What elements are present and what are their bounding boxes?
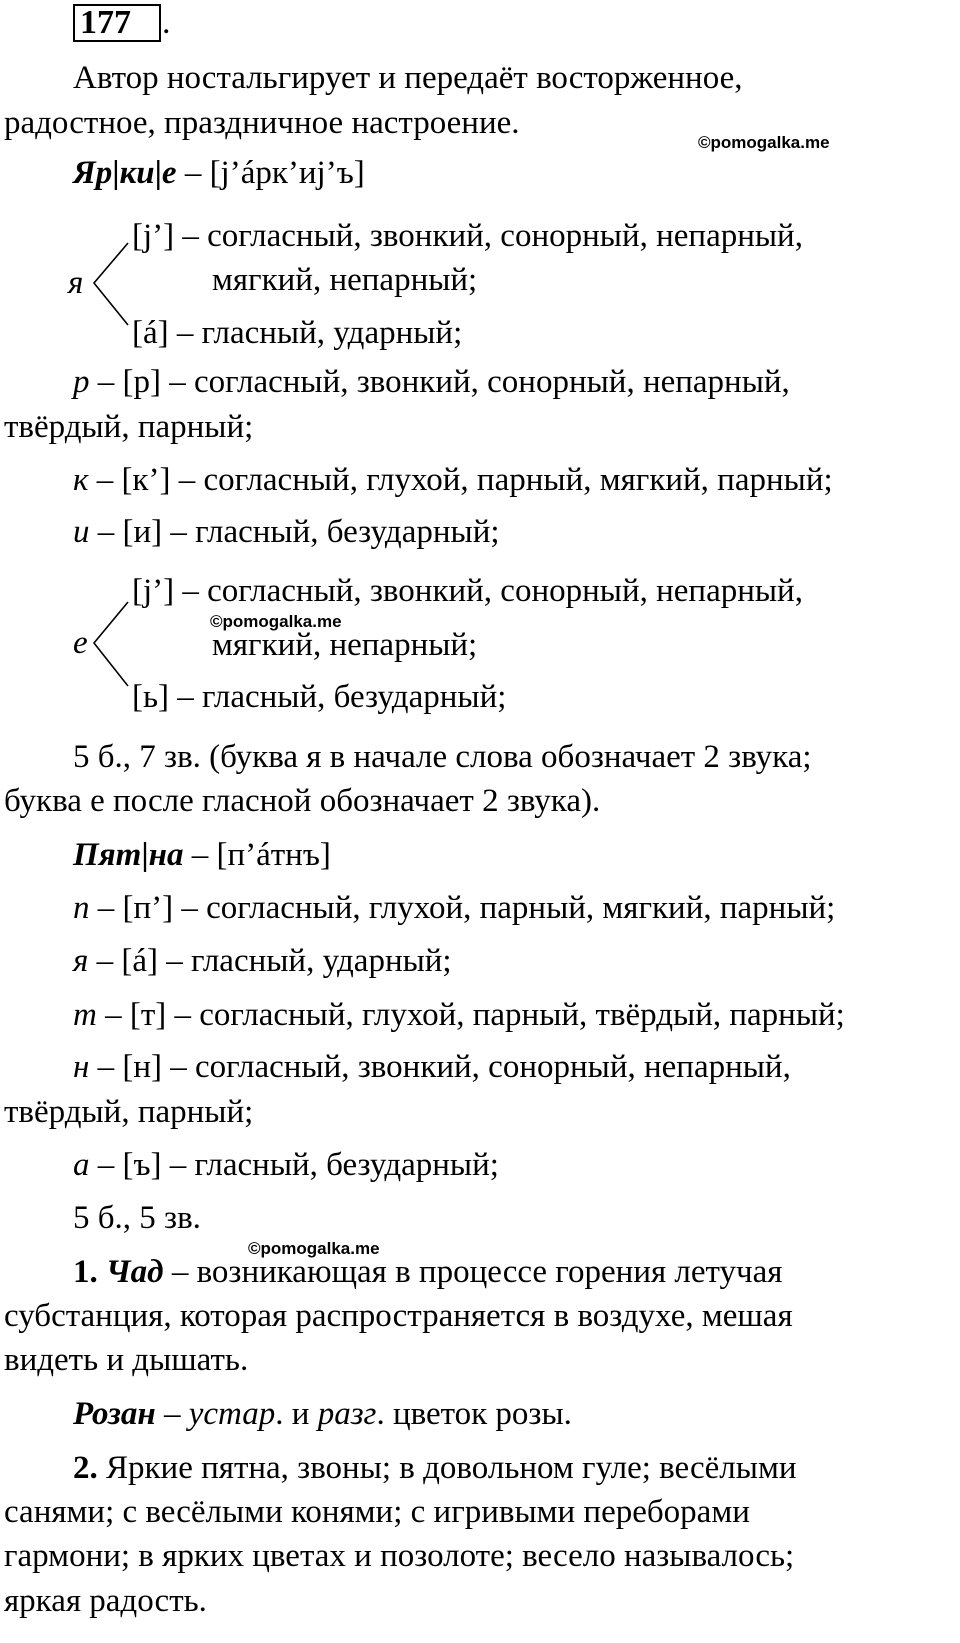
branch2-line-2: мягкий, непарный; — [212, 627, 478, 663]
letter-i: и — [73, 514, 90, 550]
exercise-number: 177 — [80, 4, 131, 41]
word2-part: на — [148, 837, 184, 873]
letter-t: т — [73, 997, 97, 1033]
task1-line-1 — [73, 1252, 782, 1292]
letter-a-text: – [ъ] – гласный, безударный; — [89, 1147, 499, 1183]
watermark: ©pomogalka.me — [248, 1239, 380, 1258]
letter-t-text: – [т] – согласный, глухой, парный, твёрдый, парный; — [96, 997, 845, 1033]
word2-heading — [73, 835, 331, 875]
word2-summary: 5 б., 5 зв. — [73, 1200, 201, 1236]
word1-part: е — [161, 155, 177, 191]
task1-line-3: видеть и дышать. — [4, 1342, 249, 1378]
task2-line-4: яркая радость. — [4, 1583, 207, 1619]
task1-def-1: – возникающая в процессе горения летучая — [163, 1254, 783, 1290]
task1-line-4 — [73, 1394, 572, 1434]
letter-p: п — [73, 890, 90, 926]
branch2-line-3: [ь] – гласный, безударный; — [132, 679, 507, 715]
task2-line-3: гармони; в ярких цветах и позолоте; весело называлось; — [4, 1538, 795, 1574]
word1-part: ки — [119, 155, 155, 191]
watermark: ©pomogalka.me — [210, 612, 342, 631]
word1-part: Яр — [73, 155, 113, 191]
word2-separator: | — [141, 837, 149, 873]
word1-separator: | — [112, 155, 120, 191]
letter-ya-line — [73, 941, 452, 981]
letter-r-text: – [р] – согласный, звонкий, сонорный, непарный, — [89, 364, 790, 400]
letter-k: к — [73, 462, 89, 498]
word2-transcription: [п’áтнъ] — [216, 837, 331, 873]
letter-a: а — [73, 1147, 90, 1183]
letter-r-line-2: твёрдый, парный; — [4, 409, 254, 445]
word1-separator: | — [154, 155, 162, 191]
task2-line-2: санями; с весёлыми конями; с игривыми переборами — [4, 1494, 750, 1530]
watermark: ©pomogalka.me — [698, 133, 830, 152]
task1-abbr-2: разг — [317, 1396, 377, 1432]
letter-ya: я — [73, 943, 89, 979]
letter-t-line — [73, 995, 845, 1035]
letter-n-line-2: твёрдый, парный; — [4, 1094, 254, 1130]
task2-text-1: Яркие пятна, звоны; в довольном гуле; весёлыми — [97, 1450, 797, 1486]
branch1-letter: я — [68, 265, 84, 301]
word1-dash: – — [176, 155, 210, 191]
word1-transcription: [j’áрк’иj’ъ] — [209, 155, 365, 191]
task1-number: 1. — [73, 1254, 98, 1290]
letter-p-line — [73, 888, 835, 928]
task1-word-2: Розан — [73, 1396, 156, 1432]
branch1-line-2: мягкий, непарный; — [212, 262, 478, 298]
letter-a-line — [73, 1145, 499, 1185]
task1-abbr-1: устар — [188, 1396, 276, 1432]
word2-dash: – — [183, 837, 217, 873]
intro-line-2: радостное, праздничное настроение. — [4, 105, 520, 141]
branch1-line-1: [j’] – согласный, звонкий, сонорный, непарный, — [132, 218, 803, 254]
letter-n: н — [73, 1049, 90, 1085]
word2-part: Пят — [73, 837, 142, 873]
exercise-number-dot: . — [162, 4, 171, 41]
intro-line-1: Автор ностальгирует и передаёт восторженное, — [73, 60, 743, 96]
word1-summary-2: буква е после гласной обозначает 2 звука). — [4, 783, 601, 819]
letter-p-text: – [п’] – согласный, глухой, парный, мягкий, парный; — [89, 890, 836, 926]
letter-ya-text: – [á] – гласный, ударный; — [88, 943, 452, 979]
letter-i-text: – [и] – гласный, безударный; — [89, 514, 500, 550]
letter-r: р — [73, 364, 90, 400]
task1-mid: . и — [275, 1396, 318, 1432]
letter-k-text: – [к’] – согласный, глухой, парный, мягкий, парный; — [88, 462, 833, 498]
letter-n-text: – [н] – согласный, звонкий, сонорный, непарный, — [89, 1049, 791, 1085]
task1-line-2: субстанция, которая распространяется в воздухе, мешая — [4, 1298, 793, 1334]
branch2-letter: е — [73, 625, 88, 661]
task2-line-1 — [73, 1448, 797, 1488]
branch2-line-1: [j’] – согласный, звонкий, сонорный, непарный, — [132, 573, 803, 609]
letter-n-line — [73, 1047, 791, 1087]
task1-dash-2: – — [155, 1396, 189, 1432]
task1-word: Чад — [106, 1254, 164, 1290]
branch1-line-3: [á] – гласный, ударный; — [132, 315, 463, 351]
task2-number: 2. — [73, 1450, 98, 1486]
word1-summary-1: 5 б., 7 зв. (буква я в начале слова обозначает 2 звука; — [73, 739, 812, 775]
task1-def-4: . цветок розы. — [376, 1396, 572, 1432]
